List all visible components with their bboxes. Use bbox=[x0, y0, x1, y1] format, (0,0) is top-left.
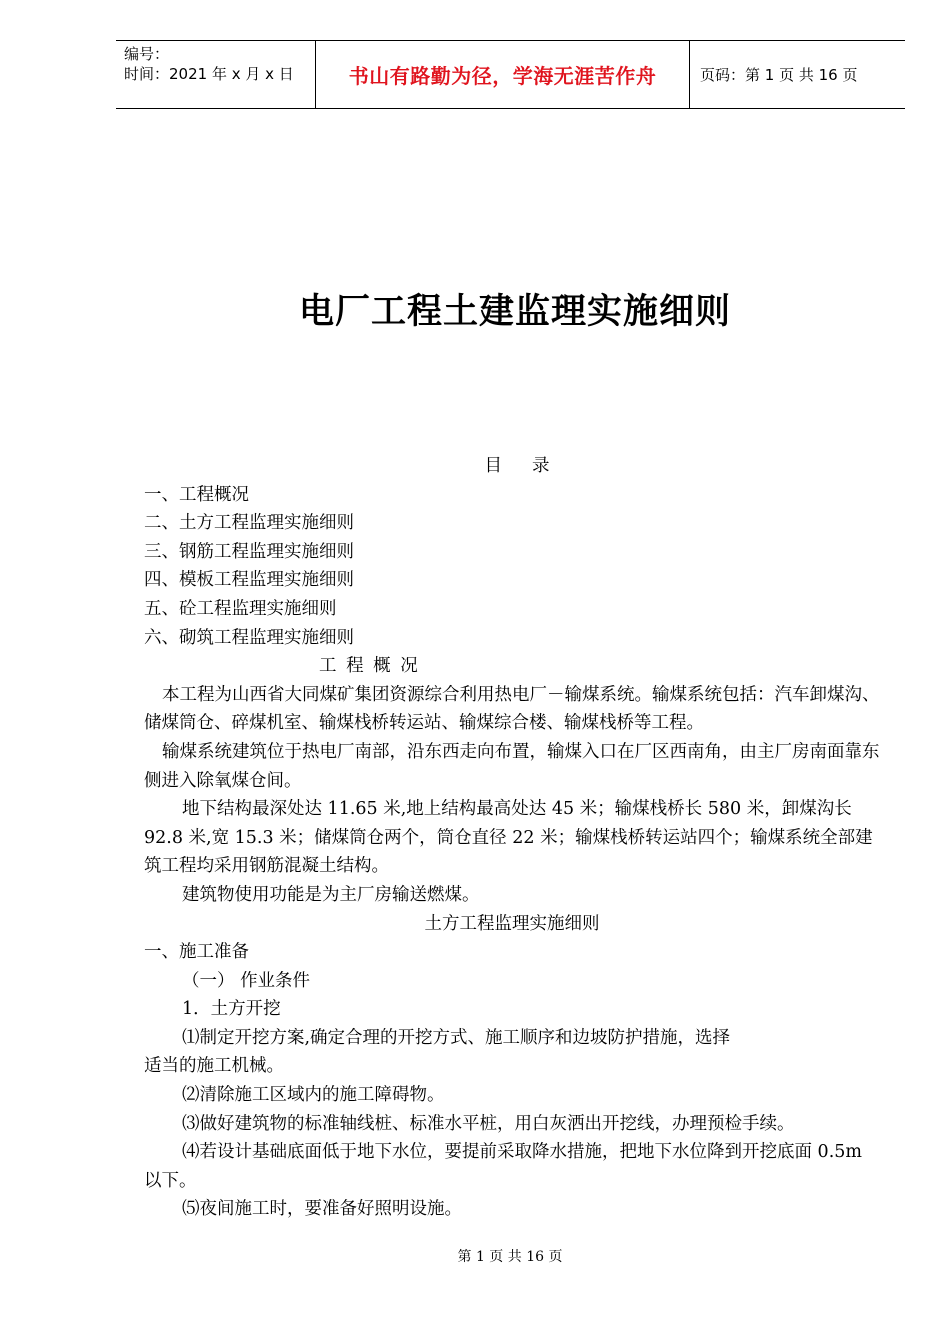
toc-item: 六、砌筑工程监理实施细则 bbox=[144, 627, 354, 648]
subsection-heading: （一） 作业条件 bbox=[182, 970, 311, 991]
toc-item: 四、模板工程监理实施细则 bbox=[144, 570, 354, 591]
document-body bbox=[144, 452, 880, 1224]
header-meta bbox=[116, 41, 316, 108]
step-line: ⑸夜间施工时，要准备好照明设施。 bbox=[182, 1199, 462, 1220]
section-heading: 一、施工准备 bbox=[144, 942, 249, 963]
step-line: ⑷若设计基础底面低于地下水位，要提前采取降水措施，把地下水位降到开挖底面 0.5m 以下。 bbox=[144, 1142, 862, 1191]
toc-item: 一、工程概况 bbox=[144, 484, 249, 505]
header-motto-cell bbox=[316, 41, 690, 108]
overview-paragraph: 输煤系统建筑位于热电厂南部，沿东西走向布置，输煤入口在厂区西南角，由主厂房南面靠东侧进入除氧煤仓间。 bbox=[144, 741, 880, 791]
step-line: ⑶做好建筑物的标准轴线桩、标准水平桩，用白灰洒出开挖线，办理预检手续。 bbox=[182, 1113, 795, 1134]
item-heading: 1．土方开挖 bbox=[182, 999, 281, 1020]
overview-heading: 工 程 概 况 bbox=[319, 656, 420, 677]
step-line: 适当的施工机械。 bbox=[144, 1056, 284, 1077]
step-line: ⑵清除施工区域内的施工障碍物。 bbox=[182, 1085, 445, 1106]
toc-item: 三、钢筋工程监理实施细则 bbox=[144, 541, 354, 562]
header-motto: 书山有路勤为径，学海无涯苦作舟 bbox=[348, 64, 657, 88]
overview-paragraph: 本工程为山西省大同煤矿集团资源综合利用热电厂－输煤系统。输煤系统包括：汽车卸煤沟、储煤筒仓、碎煤机室、输煤栈桥转运站、输煤综合楼、输煤栈桥等工程。 bbox=[144, 684, 880, 734]
toc-item: 五、砼工程监理实施细则 bbox=[144, 598, 337, 619]
toc-item: 二、土方工程监理实施细则 bbox=[144, 513, 354, 534]
overview-paragraph: 地下结构最深处达 11.65 米,地上结构最高处达 45 米；输煤栈桥长 580 米，卸煤沟长 92.8 米,宽 15.3 米；储煤筒仓两个，筒仓直径 22 米；输煤栈桥转运站四个；输煤系统全部建筑工程均采用钢筋混凝土结构。 bbox=[144, 799, 873, 877]
header-page-number: 页码：第 1 页 共 16 页 bbox=[700, 66, 858, 84]
step-line: ⑴制定开挖方案,确定合理的开挖方式、施工顺序和边坡防护措施，选择 bbox=[182, 1027, 731, 1048]
overview-paragraph: 建筑物使用功能是为主厂房输送燃煤。 bbox=[182, 884, 480, 905]
toc-heading: 目录 bbox=[484, 456, 580, 476]
earthwork-heading: 土方工程监理实施细则 bbox=[424, 913, 600, 934]
time-label: 时间：2021 年 x 月 x 日 bbox=[124, 65, 294, 83]
document-title: 电厂工程土建监理实施细则 bbox=[298, 292, 731, 332]
serial-number-label: 编号： bbox=[124, 45, 170, 63]
page-header bbox=[116, 40, 905, 109]
page-footer: 第 1 页 共 16 页 bbox=[457, 1249, 563, 1265]
